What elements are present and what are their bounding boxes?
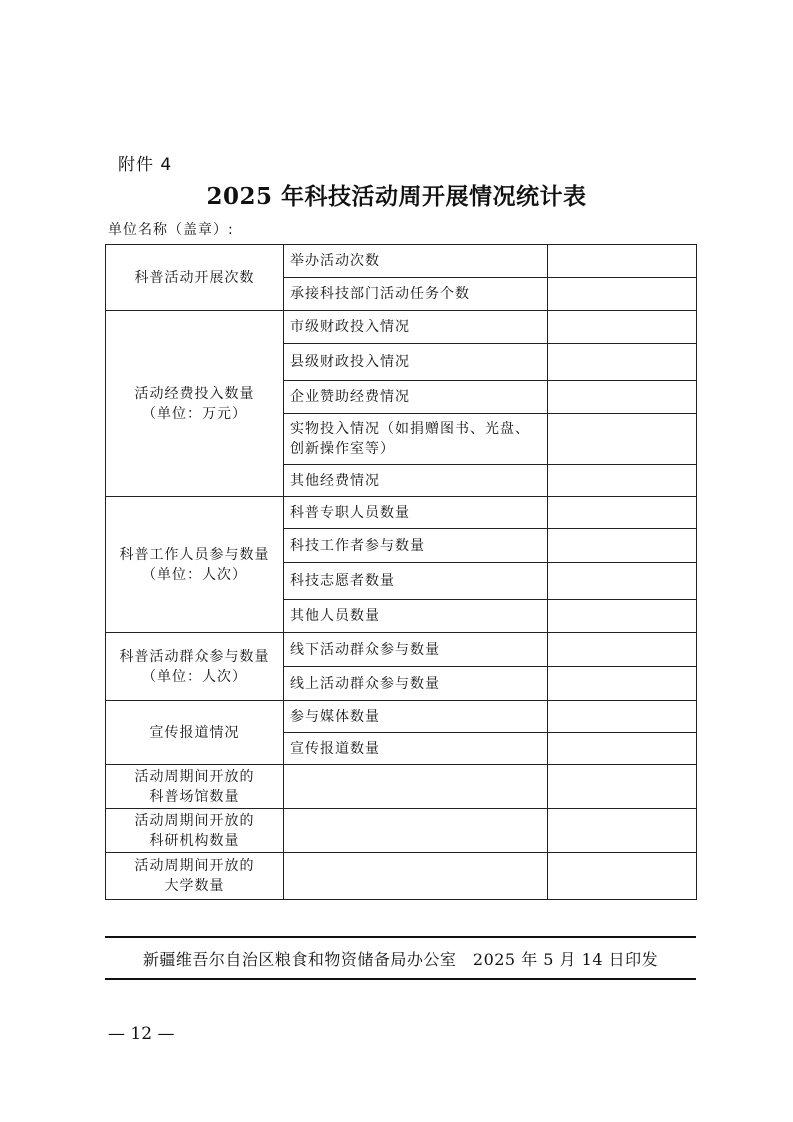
- footer-top-rule: [105, 936, 696, 938]
- value-cell[interactable]: [548, 344, 697, 381]
- category-unit: （单位：人次）: [142, 668, 247, 685]
- unit-name-label: 单位名称（盖章）:: [108, 222, 234, 238]
- category-label: 活动周期间开放的: [134, 858, 255, 874]
- table-row: [106, 853, 697, 900]
- table-row: [106, 701, 697, 733]
- value-cell[interactable]: [548, 701, 697, 733]
- item-label: 其他人员数量: [284, 600, 548, 633]
- category-cell: [106, 311, 284, 497]
- value-cell[interactable]: [548, 497, 697, 529]
- value-cell[interactable]: [548, 809, 697, 853]
- footer-issuer: 新疆维吾尔自治区粮食和物资储备局办公室 2025 年 5 月 14 日印发: [142, 950, 659, 969]
- category-label-line2: 科研机构数量: [149, 832, 240, 849]
- table-row: [106, 765, 697, 809]
- attachment-label: 附件 4: [118, 155, 173, 175]
- category-unit: （单位：万元）: [142, 405, 247, 422]
- table-row: [106, 311, 697, 344]
- value-cell[interactable]: [548, 633, 697, 667]
- category-cell: [106, 853, 284, 900]
- item-label: 举办活动次数: [284, 245, 548, 278]
- item-label: 其他经费情况: [284, 465, 548, 497]
- value-cell[interactable]: [284, 853, 548, 900]
- item-label: 线下活动群众参与数量: [284, 633, 548, 667]
- category-cell: [106, 245, 284, 311]
- value-cell[interactable]: [548, 311, 697, 344]
- item-label: 企业赞助经费情况: [284, 381, 548, 414]
- value-cell[interactable]: [548, 667, 697, 701]
- item-label: 实物投入情况（如捐赠图书、光盘、创新操作室等）: [284, 414, 548, 465]
- item-label: 宣传报道数量: [284, 733, 548, 765]
- category-label-line2: 大学数量: [164, 878, 225, 894]
- page-title: 2025 年科技活动周开展情况统计表: [206, 183, 587, 210]
- value-cell[interactable]: [548, 529, 697, 563]
- category-label: 科普工作人员参与数量: [119, 546, 270, 563]
- category-label: 宣传报道情况: [149, 724, 240, 741]
- item-label: 科普专职人员数量: [284, 497, 548, 529]
- category-label: 活动经费投入数量: [134, 385, 255, 402]
- value-cell[interactable]: [548, 278, 697, 311]
- category-cell: [106, 765, 284, 809]
- category-label: 科普活动群众参与数量: [119, 648, 270, 665]
- value-cell[interactable]: [548, 765, 697, 809]
- table-row: [106, 497, 697, 529]
- item-label: 县级财政投入情况: [284, 344, 548, 381]
- category-cell: [106, 809, 284, 853]
- value-cell[interactable]: [548, 733, 697, 765]
- item-label: 线上活动群众参与数量: [284, 667, 548, 701]
- item-label: 科技志愿者数量: [284, 563, 548, 600]
- item-label: 承接科技部门活动任务个数: [284, 278, 548, 311]
- value-cell[interactable]: [284, 765, 548, 809]
- value-cell[interactable]: [548, 563, 697, 600]
- category-unit: （单位：人次）: [142, 566, 247, 583]
- value-cell[interactable]: [548, 414, 697, 465]
- category-cell: [106, 701, 284, 765]
- item-label: 科技工作者参与数量: [284, 529, 548, 563]
- category-cell: [106, 633, 284, 701]
- value-cell[interactable]: [548, 600, 697, 633]
- item-label: 参与媒体数量: [284, 701, 548, 733]
- footer-bottom-rule: [105, 978, 696, 980]
- category-label: 科普活动开展次数: [134, 269, 255, 286]
- value-cell[interactable]: [284, 809, 548, 853]
- table-row: [106, 245, 697, 278]
- item-label: 市级财政投入情况: [284, 311, 548, 344]
- category-cell: [106, 497, 284, 633]
- table-row: [106, 809, 697, 853]
- value-cell[interactable]: [548, 465, 697, 497]
- value-cell[interactable]: [548, 853, 697, 900]
- category-label-line2: 科普场馆数量: [149, 788, 240, 805]
- category-label: 活动周期间开放的: [134, 812, 255, 829]
- value-cell[interactable]: [548, 245, 697, 278]
- table-row: [106, 633, 697, 667]
- statistics-table: [105, 244, 697, 900]
- page-number: — 12 —: [108, 1024, 175, 1044]
- value-cell[interactable]: [548, 381, 697, 414]
- category-label: 活动周期间开放的: [134, 768, 255, 785]
